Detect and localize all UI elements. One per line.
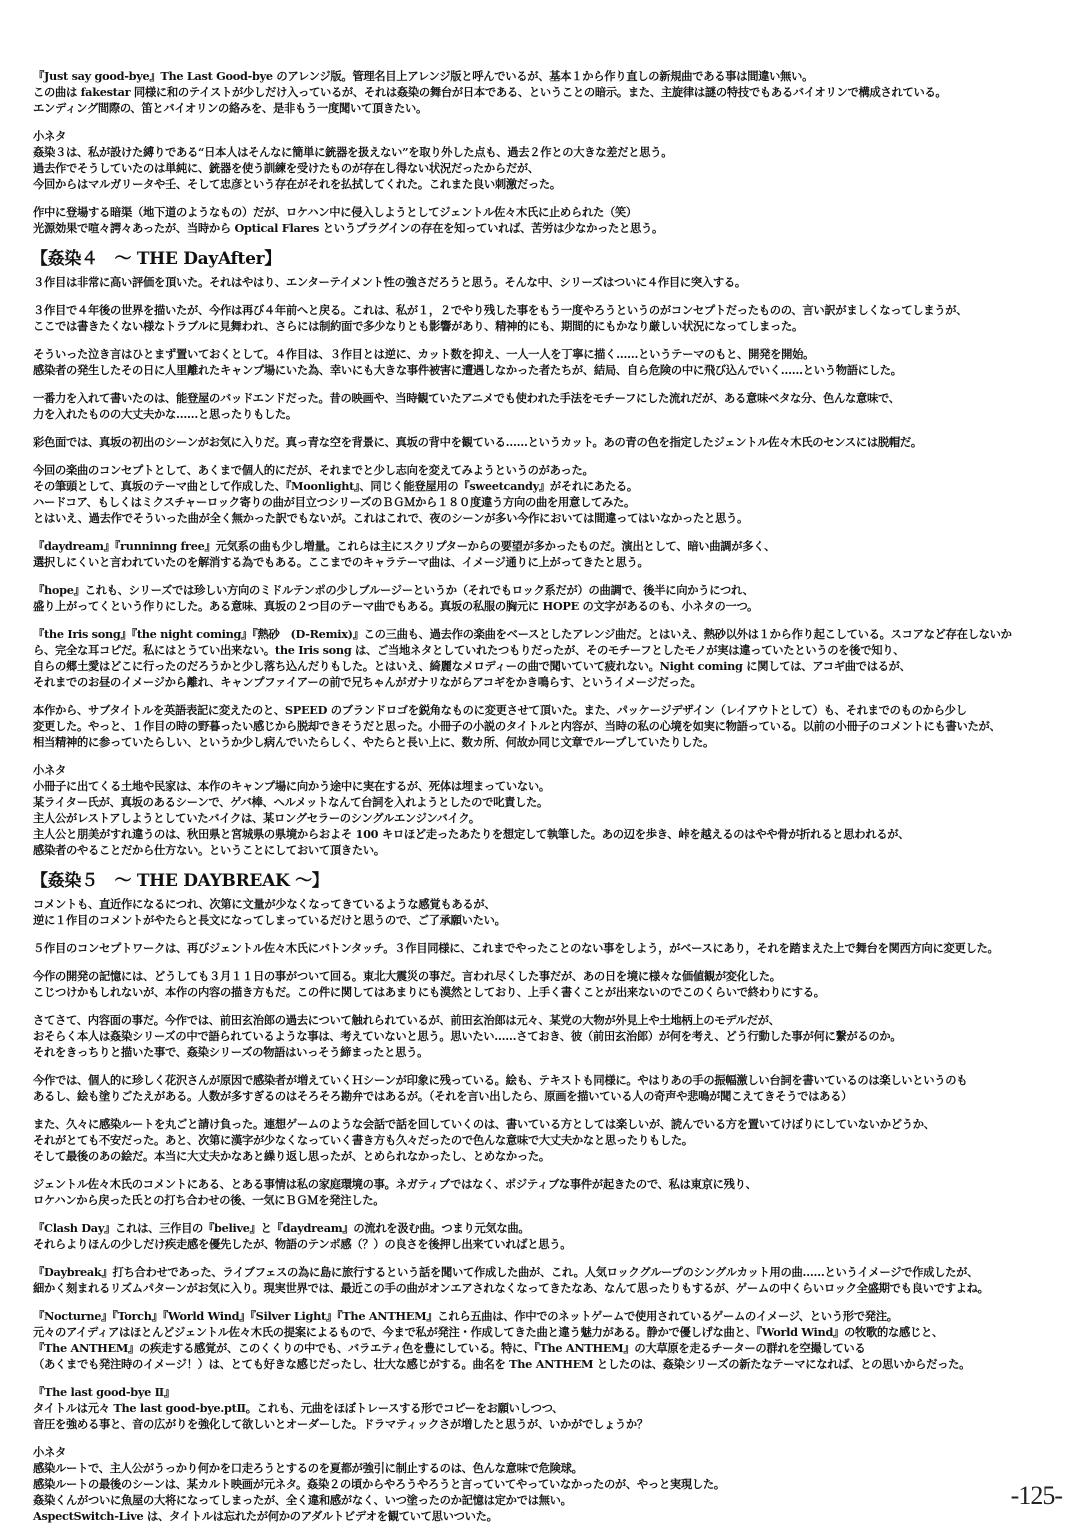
text-line: 某ライター氏が、真坂のあるシーンで、ゲバ棒、ヘルメットなんて台詞を入れようとしたので叱責した。 [33,795,549,809]
text-line: タイトルは元々 The last good-bye.ptⅡ。これも、元曲をほぼトレースする形でコピーをお願いしつつ、 [33,1401,564,1415]
paragraph [33,1220,1063,1252]
text-line: ５作目のコンセプトワークは、再びジェントル佐々木氏にバトンタッチ。３作目同様に、これまでやったことのない事をしよう，がベースにあり，それを踏まえた上で舞台を関西方向に変更した。 [33,941,999,955]
text-line: 音圧を強める事と、音の広がりを強化して欲しいとオーダーした。ドラマティックさが増したと思うが、いかがでしょうか？ [33,1417,648,1431]
text-line: 変更した。やっと、１作目の時の野暮ったい感じから脱却できそうだと思った。小冊子の小説のタイトルと内容が、当時の私の心境を如実に物語っている。以前の小冊子のコメントにも書いたが、 [33,719,1001,733]
paragraph [33,434,1063,450]
paragraph [33,1072,1063,1104]
text-line: あるし、絵も塗りごたえがある。人数が多すぎるのはそろそろ勘弁ではあるが。（それを言い出したら、原画を描いている人の奇声や悲鳴が聞こえてきそうではある） [33,1089,853,1103]
text-line: おそらく本人は姦染シリーズの中で語られているような事は、考えていないと思う。思いたい……さておき、彼（前田玄治郎）が何を考え、どう行動した事が何に繋がるのか。 [33,1029,902,1043]
text-line: そして最後のあの絵だ。本当に大丈夫かなあと繰り返し思ったが、とめられなかったし、とめなかった。 [33,1149,550,1163]
text-line: 選択しにくいと言われていたのを解消する為でもある。ここまでのキャラテーマ曲は、イメージ通りに上がってきたと思う。 [33,555,649,569]
text-line: 『The ANTHEM』の疾走する感覚が、このくくりの中でも、バラエティ色を豊にしている。特に、『The ANTHEM』の大草原を走るチーターの群れを空撮している [33,1341,866,1355]
paragraph [33,462,1063,526]
text-line: 今回からはマルガリータや壬、そして忠彦という存在がそれを払拭してくれた。これまた良い刺激だった。 [33,177,561,191]
paragraph [33,582,1063,614]
text-line: ３作目は非常に高い評価を頂いた。それはやはり、エンターテイメント性の強さだろうと思う。そんな中、シリーズはついに４作目に突入する。 [33,275,746,289]
paragraph [33,1116,1063,1164]
text-line: 『The last good-bye Ⅱ』 [33,1385,175,1399]
text-line: AspectSwitch-Live は、タイトルは忘れたが何かのアダルトビデオを観ていて思いついた。 [33,1509,498,1523]
paragraph [33,1308,1063,1372]
text-line: 感染ルートの最後のシーンは、某カルト映画が元ネタ。姦染２の頃からやろうやろうと言っていてやっていなかったのが、やっと実現した。 [33,1477,725,1491]
text-line: ロケハンから戻った氏との打ち合わせの後、一気にＢＧＭを発注した。 [33,1193,385,1207]
text-line: 姦染くんがついに魚屋の大将になってしまったが、全く違和感がなく、いつ塗ったのか記憶は定かでは無い。 [33,1493,572,1507]
text-line: 作中に登場する暗渠（地下道のようなもの）だが、ロケハン中に侵入しようとしてジェントル佐々木氏に止められた（笑） [33,205,637,219]
text-line: 今作では、個人的に珍しく花沢さんが原因で感染者が増えていくＨシーンが印象に残っている。絵も、テキストも同様に。やはりあの手の振幅激しい台詞を書いているのは楽しいというのも [33,1073,968,1087]
text-line: さてさて、内容面の事だ。今作では、前田玄治郎の過去について触れられているが、前田玄治郎は元々、某党の大物が外見上や土地柄上のモデルだが、 [33,1013,780,1027]
paragraph [33,1176,1063,1208]
text-line: 相当精神的に参っていたらしい、というか少し病んでいたらしく、やたらと長い上に、数カ所、何故か同じ文章でループしていたりした。 [33,735,715,749]
text-line: 小冊子に出てくる土地や民家は、本作のキャンプ場に向かう途中に実在するが、死体は埋まっていない。 [33,779,550,793]
paragraph [33,762,1063,858]
text-line: 今回の楽曲のコンセプトとして、あくまで個人的にだが、それまでと少し志向を変えてみようというのがあった。 [33,463,594,477]
text-line: 『Daybreak』打ち合わせであった、ライブフェスの為に島に旅行するという話を聞いて作成した曲が、これ。人気ロックグループのシングルカット用の曲……というイメージで作成したが、 [33,1265,979,1279]
paragraph [33,204,1063,236]
paragraph [33,1012,1063,1060]
text-line: 過去作でそうしていたのは単純に、銃器を使う訓練を受けたものが存在し得ない状況だったからだが、 [33,161,539,175]
text-line: 主人公がレストアしようとしていたバイクは、某ロングセラーのシングルエンジンバイク。 [33,811,480,825]
text-line: 盛り上がってくという作りにした。ある意味、真坂の２つ目のテーマ曲でもある。真坂の私服の胸元に HOPE の文字があるのも、小ネタの一つ。 [33,599,759,613]
text-line: また、久々に感染ルートを丸ごと請け負った。連想ゲームのような会話で話を回していくのは、書いている方としては楽しいが、読んでいる方を置いてけぼりにしていないかどうか、 [33,1117,935,1131]
text-line: 逆に１作目のコメントがやたらと長文になってしまっているだけと思うので、ご了承願いたい。 [33,913,506,927]
text-line: 『Nocturne』『Torch』『World Wind』『Silver Light』『The ANTHEM』これら五曲は、作中でのネットゲームで使用されているゲームのイメージ、という形で発注。 [33,1309,898,1323]
text-line: それまでのお昼のイメージから離れ、キャンプファイアーの前で兄ちゃんがガナリながらアコギをかき鳴らす、というイメージだった。 [33,675,702,689]
text-line: 『Clash Day』これは、三作目の『belive』と『daydream』の流れを汲む曲。つまり元気な曲。 [33,1221,530,1235]
text-line: それをきっちりと描いた事で、姦染シリーズの物語はいっそう締まったと思う。 [33,1045,429,1059]
text-line: エンディング間際の、笛とバイオリンの絡みを、是非もう一度聞いて頂きたい。 [33,101,427,115]
text-line: 細かく刻まれるリズムパターンがお気に入り。現実世界では、最近この手の曲がオンエアされなくなってきたなあ、なんて思ったりもするが、ゲームの中くらいロック全盛期でも良いですよね。 [33,1281,989,1295]
paragraph [33,896,1063,928]
text-line: ジェントル佐々木氏のコメントにある、とある事情は私の家庭環境の事。ネガティブではなく、ポジティブな事件が起きたので、私は東京に残り、 [33,1177,757,1191]
text-line: 光源効果で喧々諤々あったが、当時から Optical Flares というプラグインの存在を知っていれば、苦労は少なかったと思う。 [33,221,664,235]
text-line: 今作の開発の記憶には、どうしても３月１１日の事がついて回る。東北大震災の事だ。言われ尽くした事だが、あの日を境に様々な価値観が変化した。 [33,969,781,983]
text-line: そういった泣き言はひとまず置いておくとして。４作目は、３作目とは逆に、カット数を抑え、一人一人を丁寧に描く……というテーマのもと、開発を開始。 [33,347,815,361]
text-line: 『hope』これも、シリーズでは珍しい方向のミドルテンポの少しブルージーというか（それでもロック系だが）の曲調で、後半に向かうにつれ、 [33,583,754,597]
text-line: 感染ルートで、主人公がうっかり何かを口走ろうとするのを夏都が強引に制止するのは、色んな意味で危険球。 [33,1461,583,1475]
text-line: それらよりほんの少しだけ疾走感を優先したが、物語のテンポ感（？）の良さを後押し出来ていればと思う。 [33,1237,572,1251]
text-line: ３作目で４年後の世界を描いたが、今作は再び４年前へと戻る。これは、私が１，２でやり残した事をもう一度やろうというのがコンセプトだったものの、言い訳がましくなってしまうが、 [33,303,968,317]
text-line: 『Just say good-bye』The Last Good-bye のアレンジ版。管理名目上アレンジ版と呼んでいるが、基本１から作り直しの新規曲である事は間違い無い。 [33,69,814,83]
text-line: 感染者のやることだから仕方ない。ということにしておいて頂きたい。 [33,843,385,857]
text-line: こじつけかもしれないが、本作の内容の描き方もだ。この件に関してはあまりにも漠然としており、上手く書くことが出来ないのでこのくらいで終わりにする。 [33,985,825,999]
text-line: 一番力を入れて書いたのは、能登屋のバッドエンドだった。昔の映画や、当時観ていたアニメでも使われた手法をモチーフにした流れだが、ある意味ベタな分、色んな意味で、 [33,391,900,405]
paragraph [33,390,1063,422]
text-line: 小ネタ [33,129,66,143]
paragraph [33,1444,1063,1524]
section-heading: 【姦染４ ～ THE DayAfter】 [31,249,281,269]
text-line: ら、完全な耳コピだ。私にはとうてい出来ない。the Iris song は、ご当地ネタとしていれたつもりだったが、そのモチーフとしたモノが実は違っていたというのを後で知り、 [33,643,905,657]
paragraph [33,968,1063,1000]
text-line: （あくまでも発注時のイメージ！）は、とても好きな感じだったし、壮大な感じがする。曲名を The ANTHEM としたのは、姦染シリーズの新たなテーマになれば、との思いからだった。 [33,1357,971,1371]
text-line: 感染者の発生したその日に人里離れたキャンプ場にいた為、幸いにも大きな事件被害に遭遇しなかった者たちが、結局、自ら危険の中に飛び込んでいく……という物語にした。 [33,363,902,377]
text-line: 本作から、サブタイトルを英語表記に変えたのと、SPEED のブランドロゴを鋭角なものに変更させて頂いた。また、パッケージデザイン（レイアウトとして）も、それまでのものから少し [33,703,967,717]
text-line: その筆頭として、真坂のテーマ曲として作成した、『Moonlight』、同じく能登屋用の『sweetcandy』がそれにあたる。 [33,479,638,493]
text-line: コメントも、直近作になるにつれ、次第に文量が少なくなってきているような感覚もあるが、 [33,897,496,911]
paragraph [33,346,1063,378]
page-number: -125- [1010,1481,1062,1510]
text-line: 小ネタ [33,1445,66,1459]
paragraph [33,274,1063,290]
text-line: ここでは書きたくない様なトラブルに見舞われ、さらには制約面で多少なりとも影響があり、精神的にも、期間的にもかなり厳しい状況になってしまった。 [33,319,804,333]
document-body [33,68,1063,1536]
section-heading: 【姦染５ ～ THE DAYBREAK ～】 [31,871,329,891]
text-line: 力を入れたものの大丈夫かな……と思ったりもした。 [33,407,297,421]
paragraph [33,538,1063,570]
paragraph [33,128,1063,192]
text-line: とはいえ、過去作でそういった曲が全く無かった訳でもないが。これはこれで、夜のシーンが多い今作においては間違ってはいなかったと思う。 [33,511,749,525]
paragraph [33,68,1063,116]
text-line: 姦染３は、私が設けた縛りである“日本人はそんなに簡単に銃器を扱えない”を取り外した点も、過去２作との大きな差だと思う。 [33,145,673,159]
text-line: 『daydream』『runninng free』元気系の曲も少し増量。これらは主にスクリプターからの要望が多かったものだ。演出として、暗い曲調が多く、 [33,539,776,553]
text-line: この曲は fakestar 同様に和のテイストが少しだけ入っているが、それは姦染の舞台が日本である、ということの暗示。また、主旋律は謎の特技でもあるバイオリンで構成されている。 [33,85,947,99]
text-line: 彩色面では、真坂の初出のシーンがお気に入りだ。真っ青な空を背景に、真坂の背中を観ている……というカット。あの青の色を指定したジェントル佐々木氏のセンスには脱帽だ。 [33,435,922,449]
text-line: ハードコア、もしくはミクスチャーロック寄りの曲が目立つシリーズのＢＧＭから１８０度違う方向の曲を用意してみた。 [33,495,636,509]
text-line: 元々のアイディアはほとんどジェントル佐々木氏の提案によるもので、今まで私が発注・作成してきた曲と違う魅力がある。静かで優しげな曲と、『World Wind』の牧歌的な感じと、 [33,1325,944,1339]
text-line: それがとても不安だった。あと、次第に漢字が少なくなっていく書き方も久々だったので色んな意味で大丈夫かなと思ったりもした。 [33,1133,693,1147]
paragraph [33,302,1063,334]
paragraph [33,702,1063,750]
paragraph [33,940,1063,956]
paragraph [33,1264,1063,1296]
text-line: 主人公と朋美がすれ違うのは、秋田県と宮城県の県境からおよそ 100 キロほど走ったあたりを想定して執筆した。あの辺を歩き、峠を越えるのはやや骨が折れると思われるが、 [33,827,910,841]
text-line: 小ネタ [33,763,66,777]
text-line: 『the Iris song』『the night coming』『熱砂 (D-Remix)』この三曲も、過去作の楽曲をベースとしたアレンジ曲だ。とはいえ、熱砂以外は１から作り起こしている。スコアなど存在しないか [33,627,1012,641]
paragraph [33,1384,1063,1432]
text-line: 自らの郷土愛はどこに行ったのだろうかと少し落ち込んだりもした。とはいえ、綺麗なメロディーの曲で聞いていて疲れない。Night coming に関しては、アコギ曲ではるが、 [33,659,911,673]
paragraph [33,626,1063,690]
